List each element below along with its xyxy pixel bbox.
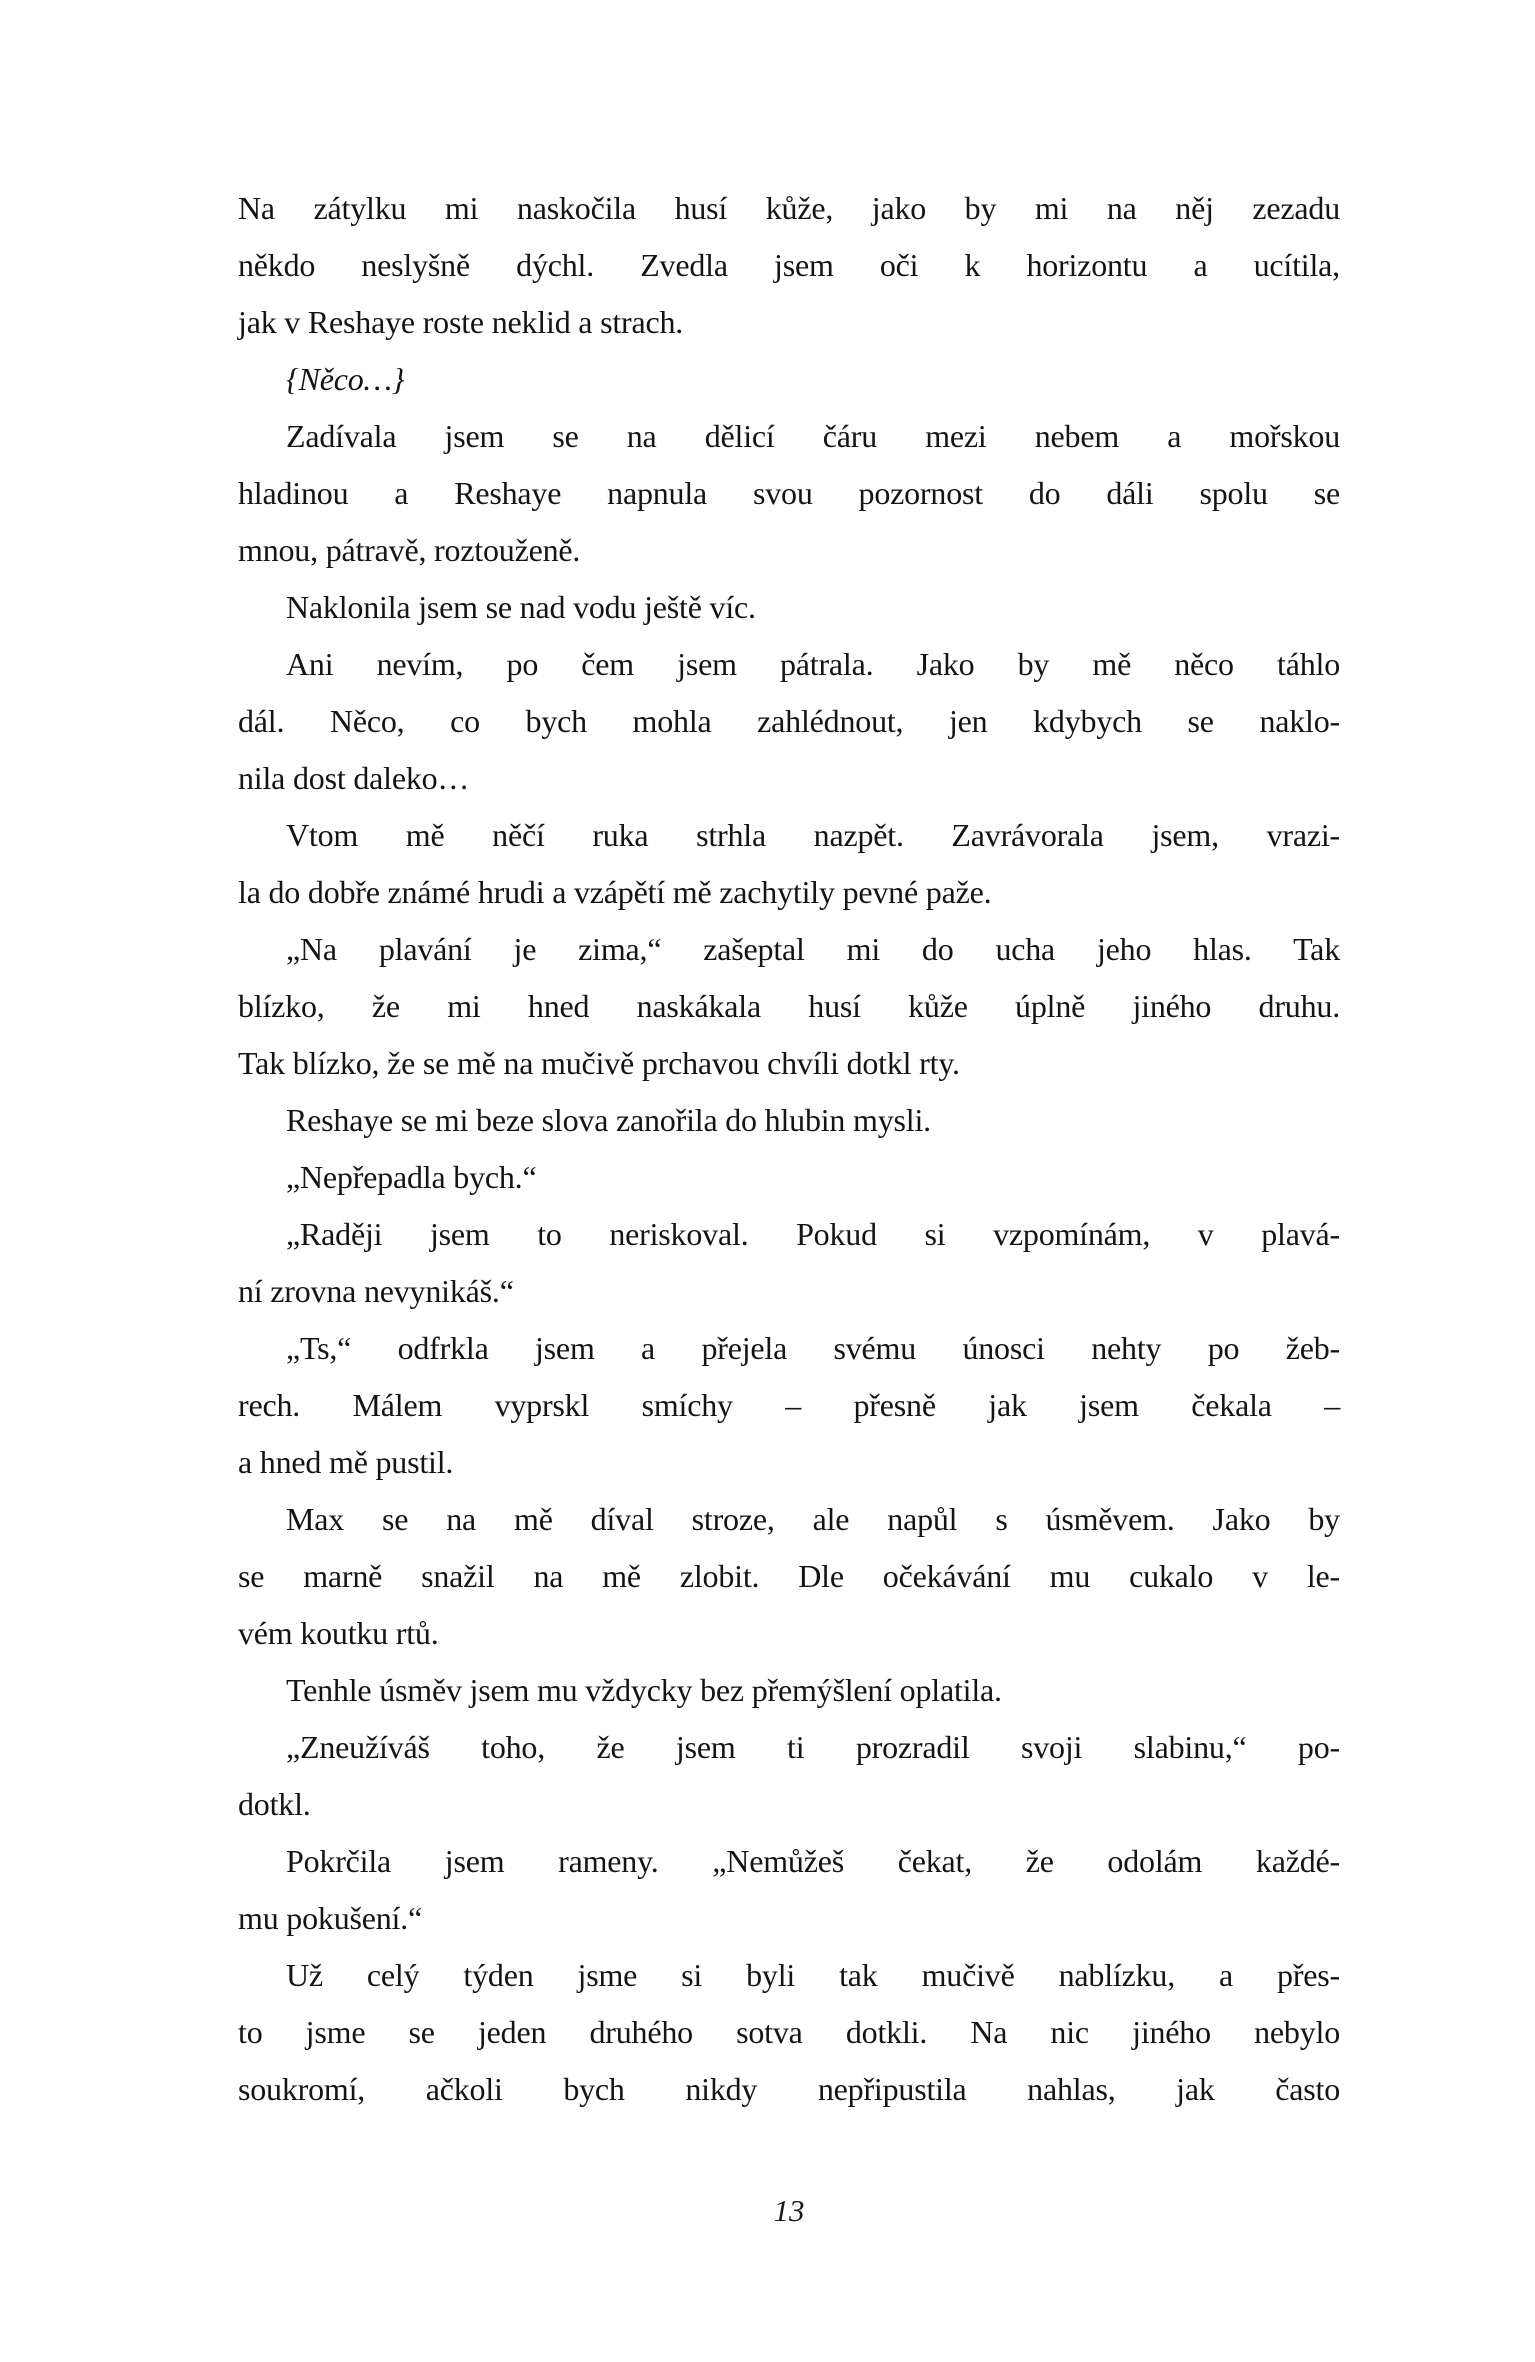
text-line: rech. Málem vyprskl smíchy – přesně jak jsem čekala – <box>238 1387 1340 1423</box>
text-line: vém koutku rtů. <box>238 1615 439 1651</box>
text-line: soukromí, ačkoli bych nikdy nepřipustila nahlas, jak často <box>238 2071 1340 2107</box>
text-line: Reshaye se mi beze slova zanořila do hlubin mysli. <box>286 1102 931 1138</box>
text-line: Vtom mě něčí ruka strhla nazpět. Zavrávorala jsem, vrazi- <box>286 817 1340 853</box>
page-number: 13 <box>773 2193 805 2228</box>
paragraph <box>238 1320 1340 1491</box>
text-line: Tenhle úsměv jsem mu vždycky bez přemýšlení oplatila. <box>286 1672 1002 1708</box>
paragraph <box>238 1947 1340 2118</box>
paragraph <box>238 1149 1340 1206</box>
text-line: Tak blízko, že se mě na mučivě prchavou chvíli dotkl rty. <box>238 1045 960 1081</box>
paragraph <box>238 1662 1340 1719</box>
text-line: dotkl. <box>238 1786 311 1822</box>
paragraph <box>238 1833 1340 1947</box>
paragraph <box>238 1491 1340 1662</box>
text-line: {Něco…} <box>286 361 405 397</box>
text-line: ní zrovna nevynikáš.“ <box>238 1273 514 1309</box>
paragraph <box>238 1719 1340 1833</box>
text-line: la do dobře známé hrudi a vzápětí mě zachytily pevné paže. <box>238 874 992 910</box>
text-line: „Zneužíváš toho, že jsem ti prozradil svoji slabinu,“ po- <box>286 1729 1340 1765</box>
text-line: jak v Reshaye roste neklid a strach. <box>238 304 684 340</box>
text-line: někdo neslyšně dýchl. Zvedla jsem oči k horizontu a ucítila, <box>238 247 1340 283</box>
text-line: a hned mě pustil. <box>238 1444 454 1480</box>
text-line: Ani nevím, po čem jsem pátrala. Jako by mě něco táhlo <box>286 646 1340 682</box>
text-line: mu pokušení.“ <box>238 1900 423 1936</box>
text-line: Už celý týden jsme si byli tak mučivě nablízku, a přes- <box>286 1957 1340 1993</box>
paragraph <box>238 921 1340 1092</box>
text-line: Na zátylku mi naskočila husí kůže, jako by mi na něj zezadu <box>238 190 1340 226</box>
text-line: „Ts,“ odfrkla jsem a přejela svému únosci nehty po žeb- <box>286 1330 1340 1366</box>
text-line: Max se na mě díval stroze, ale napůl s úsměvem. Jako by <box>286 1501 1340 1537</box>
text-line: nila dost daleko… <box>238 760 470 796</box>
text-line: se marně snažil na mě zlobit. Dle očekávání mu cukalo v le- <box>238 1558 1340 1594</box>
text-line: to jsme se jeden druhého sotva dotkli. Na nic jiného nebylo <box>238 2014 1340 2050</box>
text-line: dál. Něco, co bych mohla zahlédnout, jen kdybych se naklo- <box>238 703 1340 739</box>
paragraph <box>238 1206 1340 1320</box>
paragraph <box>238 579 1340 636</box>
text-line: Naklonila jsem se nad vodu ještě víc. <box>286 589 756 625</box>
paragraph <box>238 807 1340 921</box>
text-line: mnou, pátravě, roztouženě. <box>238 532 581 568</box>
text-line: hladinou a Reshaye napnula svou pozornost do dáli spolu se <box>238 475 1340 511</box>
body-text <box>238 180 1340 2118</box>
text-line: Pokrčila jsem rameny. „Nemůžeš čekat, že odolám každé- <box>286 1843 1340 1879</box>
paragraph <box>238 636 1340 807</box>
paragraph <box>238 180 1340 351</box>
paragraph <box>238 351 1340 408</box>
text-line: blízko, že mi hned naskákala husí kůže úplně jiného druhu. <box>238 988 1340 1024</box>
text-line: „Raději jsem to neriskoval. Pokud si vzpomínám, v plavá- <box>286 1216 1340 1252</box>
paragraph <box>238 1092 1340 1149</box>
text-line: „Nepřepadla bych.“ <box>286 1159 537 1195</box>
text-line: Zadívala jsem se na dělicí čáru mezi nebem a mořskou <box>286 418 1340 454</box>
text-line: „Na plavání je zima,“ zašeptal mi do ucha jeho hlas. Tak <box>286 931 1340 967</box>
paragraph <box>238 408 1340 579</box>
